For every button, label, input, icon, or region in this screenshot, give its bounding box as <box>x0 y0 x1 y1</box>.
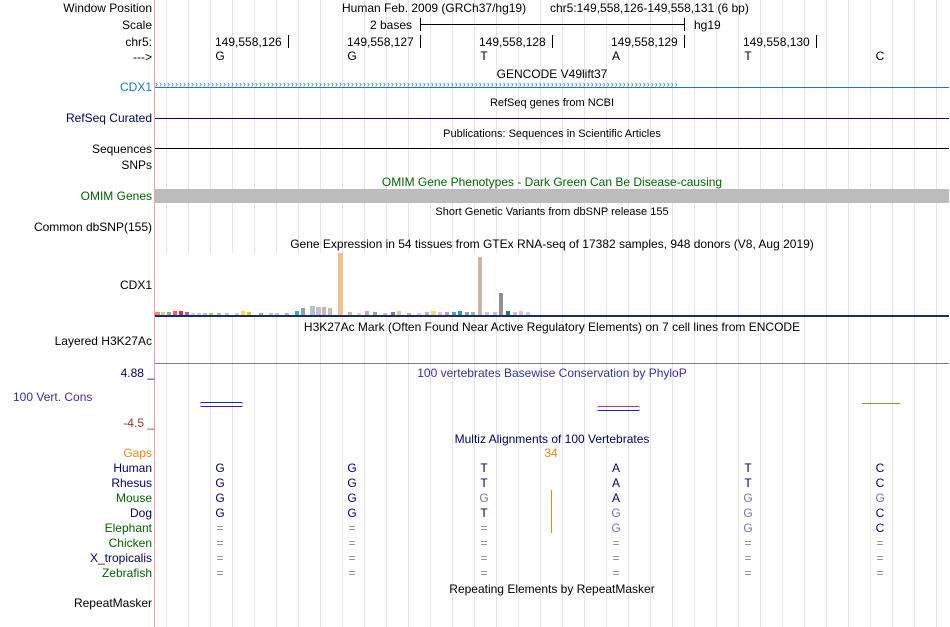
gtex-track-title[interactable]: Gene Expression in 54 tissues from GTEx RNA-seq of 17382 samples, 948 donors (V8, Aug 2019) <box>290 237 814 251</box>
grid-line <box>936 0 937 627</box>
gtex-tissue-bar[interactable] <box>316 307 321 315</box>
gtex-tissue-bar[interactable] <box>478 257 482 315</box>
ruler-position: 149,558,128 <box>479 35 546 49</box>
alignment-base: T <box>480 461 488 475</box>
alignment-base: = <box>216 521 224 535</box>
dbsnp-track-label[interactable]: Common dbSNP(155) <box>33 220 152 234</box>
alignment-base: C <box>875 476 885 490</box>
species-label-zebrafish[interactable]: Zebrafish <box>101 566 152 580</box>
gencode-strand-arrows: ››››››››››››››››››››››››››››››››››››››››››››››››››››››››››››››››››››››››››››››››››››››››››››››››››››››››››››››››››››››››››››››››››› <box>155 79 679 89</box>
alignment-base: = <box>744 536 752 550</box>
alignment-base: G <box>743 506 753 520</box>
gtex-gene-line[interactable] <box>155 315 949 317</box>
scale-assembly: hg19 <box>694 18 721 32</box>
position-text[interactable]: chr5:149,558,126-149,558,131 (6 bp) <box>550 1 749 15</box>
alignment-base: A <box>611 476 621 490</box>
grid-line <box>738 0 739 627</box>
publications-track-label[interactable]: Sequences <box>91 142 152 156</box>
h3k27ac-baseline <box>155 363 949 364</box>
gtex-tissue-bar[interactable] <box>328 308 332 315</box>
gtex-tissue-bar[interactable] <box>322 307 326 315</box>
ruler-tick <box>816 35 817 48</box>
phylop-signal-1 <box>200 402 243 407</box>
reference-base: T <box>744 49 752 63</box>
gtex-barchart[interactable] <box>155 253 535 315</box>
alignment-base: = <box>612 566 620 580</box>
alignment-base: G <box>215 506 225 520</box>
ruler-tick <box>684 35 685 48</box>
repeatmasker-track-label[interactable]: RepeatMasker <box>73 596 152 610</box>
grid-line <box>672 0 673 627</box>
alignment-base: = <box>876 566 884 580</box>
alignment-base: = <box>612 551 620 565</box>
repeatmasker-track-title[interactable]: Repeating Elements by RepeatMasker <box>449 582 655 596</box>
alignment-base: = <box>744 566 752 580</box>
alignment-base: = <box>348 566 356 580</box>
grid-line <box>650 0 651 627</box>
snps-track-label[interactable]: SNPs <box>121 158 152 172</box>
alignment-base: A <box>611 461 621 475</box>
grid-line <box>760 0 761 627</box>
phylop-track-title[interactable]: 100 vertebrates Basewise Conservation by PhyloP <box>417 366 687 380</box>
alignment-base: T <box>744 461 752 475</box>
species-label-human[interactable]: Human <box>113 461 152 475</box>
alignment-base: = <box>216 551 224 565</box>
reference-base: A <box>611 49 621 63</box>
phylop-signal-2 <box>597 406 640 411</box>
reference-base: G <box>347 49 357 63</box>
ruler-position: 149,558,130 <box>743 35 810 49</box>
alignment-base: = <box>612 536 620 550</box>
species-label-x_tropicalis[interactable]: X_tropicalis <box>89 551 152 565</box>
alignment-base: = <box>480 566 488 580</box>
species-label-rhesus[interactable]: Rhesus <box>111 476 152 490</box>
grid-line <box>848 0 849 627</box>
grid-line <box>694 0 695 627</box>
grid-line <box>782 0 783 627</box>
alignment-base: G <box>347 506 357 520</box>
refseq-gene-line[interactable] <box>155 118 949 119</box>
alignment-base: G <box>875 491 885 505</box>
alignment-base: = <box>216 566 224 580</box>
gencode-track-label[interactable]: CDX1 <box>119 80 152 94</box>
h3k27ac-track-title[interactable]: H3K27Ac Mark (Often Found Near Active Regulatory Elements) on 7 cell lines from ENCODE <box>303 320 801 334</box>
alignment-base: G <box>215 491 225 505</box>
alignment-base: = <box>348 536 356 550</box>
alignment-base: = <box>348 551 356 565</box>
ruler-position: 149,558,126 <box>215 35 282 49</box>
multiz-gaps-label[interactable]: Gaps <box>123 446 152 460</box>
alignment-base: C <box>875 521 885 535</box>
scale-bar <box>420 24 684 25</box>
ruler-tick <box>420 35 421 48</box>
grid-line <box>870 0 871 627</box>
phylop-max-value: 4.88 _ <box>120 366 154 380</box>
grid-line <box>540 0 541 627</box>
dbsnp-track-title[interactable]: Short Genetic Variants from dbSNP release 155 <box>435 206 669 218</box>
grid-line <box>892 0 893 627</box>
publications-track-title[interactable]: Publications: Sequences in Scientific Articles <box>443 128 661 140</box>
grid-line <box>606 0 607 627</box>
window-position-label: Window Position <box>63 1 152 15</box>
strand-label: ---> <box>133 50 152 64</box>
alignment-base: = <box>216 536 224 550</box>
alignment-base: T <box>480 506 488 520</box>
alignment-base: C <box>875 461 885 475</box>
alignment-base: = <box>876 536 884 550</box>
gtex-tissue-bar[interactable] <box>338 253 343 315</box>
grid-line <box>628 0 629 627</box>
alignment-base: = <box>348 521 356 535</box>
reference-base: G <box>215 49 225 63</box>
alignment-base: G <box>215 461 225 475</box>
alignment-base: = <box>876 551 884 565</box>
alignment-base: G <box>611 506 621 520</box>
chrom-label: chr5: <box>125 35 152 49</box>
gtex-tissue-bar[interactable] <box>301 308 305 315</box>
gencode-track-title[interactable]: GENCODE V49lift37 <box>496 67 608 81</box>
gtex-track-label[interactable]: CDX1 <box>119 278 152 292</box>
species-label-mouse[interactable]: Mouse <box>115 491 152 505</box>
phylop-min-value: -4.5 _ <box>123 416 154 430</box>
omim-feature[interactable] <box>155 189 949 203</box>
species-label-elephant[interactable]: Elephant <box>104 521 152 535</box>
alignment-base: T <box>480 476 488 490</box>
alignment-base: G <box>743 521 753 535</box>
alignment-base: = <box>744 551 752 565</box>
ruler-tick <box>552 35 553 48</box>
ruler-position: 149,558,129 <box>611 35 678 49</box>
omim-track-label[interactable]: OMIM Genes <box>80 189 152 203</box>
alignment-base: = <box>480 521 488 535</box>
reference-base: T <box>480 49 488 63</box>
reference-base: C <box>875 49 885 63</box>
alignment-base: G <box>347 476 357 490</box>
multiz-track-title[interactable]: Multiz Alignments of 100 Vertebrates <box>454 432 650 446</box>
omim-track-title[interactable]: OMIM Gene Phenotypes - Dark Green Can Be Disease-causing <box>381 175 723 189</box>
ruler-position: 149,558,127 <box>347 35 414 49</box>
multiz-gap-count: 34 <box>544 446 558 460</box>
alignment-base: G <box>611 521 621 535</box>
grid-line <box>826 0 827 627</box>
alignment-base: G <box>743 491 753 505</box>
refseq-track-label[interactable]: RefSeq Curated <box>65 111 152 125</box>
publications-line[interactable] <box>155 148 949 149</box>
species-label-dog[interactable]: Dog <box>129 506 152 520</box>
alignment-base: G <box>347 461 357 475</box>
alignment-base: T <box>744 476 752 490</box>
grid-line <box>562 0 563 627</box>
h3k27ac-track-label[interactable]: Layered H3K27Ac <box>54 334 152 348</box>
grid-line <box>584 0 585 627</box>
scale-bar-left-tick <box>420 18 421 31</box>
phylop-track-label[interactable]: 100 Vert. Cons <box>13 390 93 404</box>
grid-line <box>914 0 915 627</box>
scale-text: 2 bases <box>370 18 413 32</box>
alignment-base: G <box>479 491 489 505</box>
gtex-tissue-bar[interactable] <box>310 306 315 315</box>
assembly-text[interactable]: Human Feb. 2009 (GRCh37/hg19) <box>342 1 527 15</box>
alignment-base: G <box>215 476 225 490</box>
gtex-tissue-bar[interactable] <box>499 293 503 315</box>
alignment-base: = <box>480 536 488 550</box>
alignment-base: = <box>480 551 488 565</box>
phylop-signal-3 <box>862 403 900 404</box>
scale-label: Scale <box>121 18 152 32</box>
scale-bar-right-tick <box>684 18 685 31</box>
alignment-base: C <box>875 506 885 520</box>
multiz-gap-marker <box>551 490 552 533</box>
grid-line <box>804 0 805 627</box>
refseq-track-title[interactable]: RefSeq genes from NCBI <box>489 97 615 109</box>
grid-line <box>716 0 717 627</box>
ruler-tick <box>288 35 289 48</box>
alignment-base: A <box>611 491 621 505</box>
alignment-base: G <box>347 491 357 505</box>
species-label-chicken[interactable]: Chicken <box>108 536 152 550</box>
